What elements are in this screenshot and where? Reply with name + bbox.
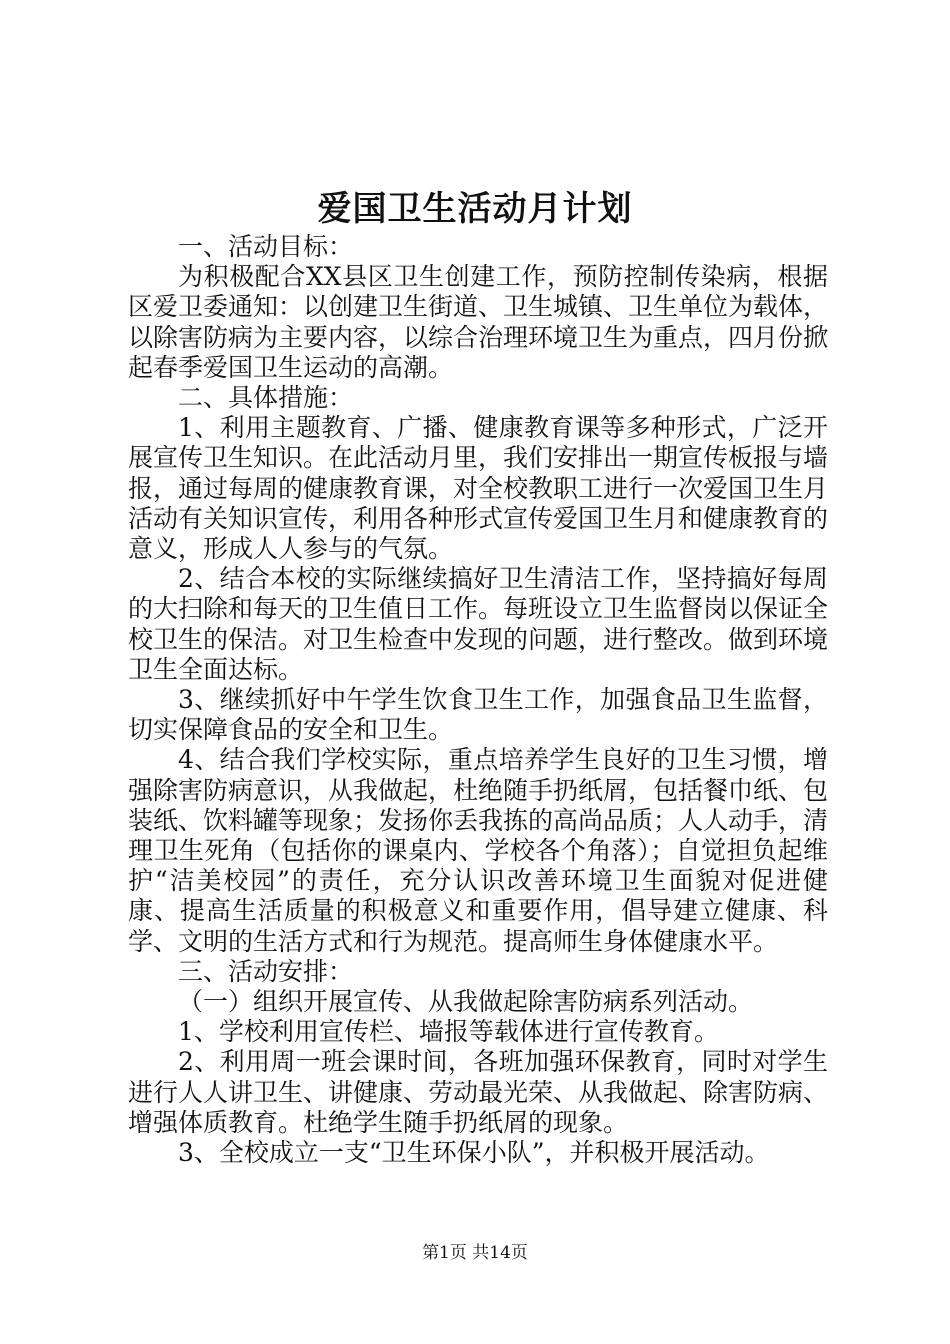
paragraph-measure-4: 4、结合我们学校实际，重点培养学生良好的卫生习惯，增强除害防病意识，从我做起，杜绝随手扔纸屑，包括餐巾纸、包装纸、饮料罐等现象；发扬你丢我拣的高尚品质；人人动手，清理卫生死角（包括你的课桌内、学校各个角落）；自觉担负起维护“洁美校园”的责任，充分认识改善环境卫生面貌对促进健康、提高生活质量的积极意义和重要作用，倡导建立健康、科学、文明的生活方式和行为规范。提高师生身体健康水平。 bbox=[128, 745, 829, 956]
paragraph-arrangement-1: 1、学校利用宣传栏、墙报等载体进行宣传教育。 bbox=[178, 1017, 719, 1047]
section-heading-arrangement: 三、活动安排： bbox=[178, 956, 354, 986]
document-body bbox=[128, 232, 828, 1168]
paragraph-arrangement-3: 3、全校成立一支“卫生环保小队”，并积极开展活动。 bbox=[178, 1138, 770, 1168]
section-heading-goal: 一、活动目标： bbox=[178, 232, 354, 261]
paragraph-goal: 为积极配合XX县区卫生创建工作，预防控制传染病，根据区爱卫委通知：以创建卫生街道、卫生城镇、卫生单位为载体，以除害防病为主要内容，以综合治理环境卫生为重点，四月份掀起春季爱国卫生运动的高潮。 bbox=[128, 262, 829, 382]
paragraph-measure-1: 1、利用主题教育、广播、健康教育课等多种形式，广泛开展宣传卫生知识。在此活动月里，我们安排出一期宣传板报与墙报，通过每周的健康教育课，对全校教职工进行一次爱国卫生月活动有关知识宣传，利用各种形式宣传爱国卫生月和健康教育的意义，形成人人参与的气氛。 bbox=[128, 413, 829, 564]
document-title: 爱国卫生活动月计划 bbox=[317, 189, 633, 229]
page-number-label: 第1页 共14页 bbox=[422, 1243, 528, 1263]
paragraph-measure-3: 3、继续抓好中午学生饮食卫生工作，加强食品卫生监督，切实保障食品的安全和卫生。 bbox=[128, 685, 828, 745]
section-heading-measures: 二、具体措施： bbox=[178, 383, 354, 413]
page-footer bbox=[0, 1241, 950, 1265]
subsection-heading-1: （一）组织开展宣传、从我做起除害防病系列活动。 bbox=[178, 987, 754, 1017]
paragraph-arrangement-2: 2、利用周一班会课时间，各班加强环保教育，同时对学生进行人人讲卫生、讲健康、劳动最光荣、从我做起、除害防病、增强体质教育。杜绝学生随手扔纸屑的现象。 bbox=[128, 1047, 829, 1137]
paragraph-measure-2: 2、结合本校的实际继续搞好卫生清洁工作，坚持搞好每周的大扫除和每天的卫生值日工作。每班设立卫生监督岗以保证全校卫生的保洁。对卫生检查中发现的问题，进行整改。做到环境卫生全面达标。 bbox=[128, 564, 829, 684]
